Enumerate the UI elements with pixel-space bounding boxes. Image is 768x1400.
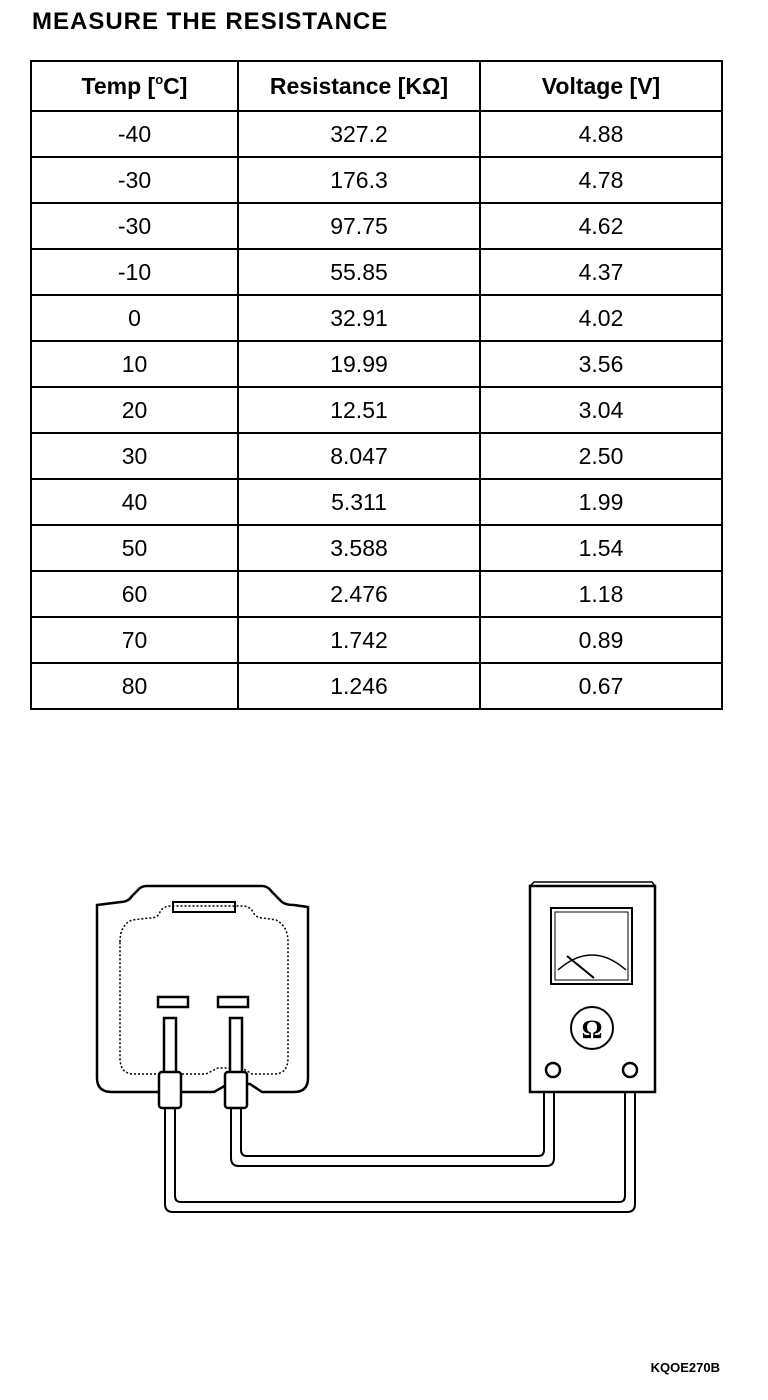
table-body (31, 111, 722, 709)
resistance-cell: 5.311 (238, 479, 480, 525)
temp-cell: 80 (31, 663, 238, 709)
meter-jack-left (546, 1063, 560, 1077)
resistance-cell: 55.85 (238, 249, 480, 295)
voltage-cell: 4.02 (480, 295, 722, 341)
resistance-table (30, 60, 723, 710)
voltage-column-header: Voltage [V] (480, 61, 722, 111)
table-row (31, 617, 722, 663)
resistance-cell: 12.51 (238, 387, 480, 433)
temp-cell: -40 (31, 111, 238, 157)
voltage-cell: 4.62 (480, 203, 722, 249)
table-row (31, 111, 722, 157)
connector-terminal-left (158, 997, 188, 1007)
resistance-cell: 97.75 (238, 203, 480, 249)
voltage-cell: 0.89 (480, 617, 722, 663)
voltage-cell: 3.04 (480, 387, 722, 433)
table-row (31, 525, 722, 571)
table-row (31, 249, 722, 295)
table-row (31, 663, 722, 709)
resistance-cell: 19.99 (238, 341, 480, 387)
table-row (31, 157, 722, 203)
temp-cell: -10 (31, 249, 238, 295)
table-row (31, 571, 722, 617)
ohmmeter (530, 882, 655, 1092)
table-row (31, 341, 722, 387)
voltage-cell: 0.67 (480, 663, 722, 709)
resistance-cell: 8.047 (238, 433, 480, 479)
resistance-cell: 1.742 (238, 617, 480, 663)
connector-terminal-right (218, 997, 248, 1007)
voltage-cell: 2.50 (480, 433, 722, 479)
temp-cell: 10 (31, 341, 238, 387)
temp-cell: 20 (31, 387, 238, 433)
resistance-cell: 176.3 (238, 157, 480, 203)
table-row (31, 203, 722, 249)
temp-cell: 40 (31, 479, 238, 525)
temp-cell: 30 (31, 433, 238, 479)
page-title: MEASURE THE RESISTANCE (32, 8, 389, 35)
voltage-cell: 3.56 (480, 341, 722, 387)
voltage-cell: 1.99 (480, 479, 722, 525)
temp-cell: -30 (31, 157, 238, 203)
degree-symbol: o (155, 71, 164, 87)
resistance-cell: 3.588 (238, 525, 480, 571)
temp-cell: 50 (31, 525, 238, 571)
test-probe-right (225, 1018, 247, 1108)
test-probe-left (159, 1018, 181, 1108)
temp-cell: 70 (31, 617, 238, 663)
voltage-cell: 1.54 (480, 525, 722, 571)
temp-cell: -30 (31, 203, 238, 249)
resistance-column-header: Resistance [KΩ] (238, 61, 480, 111)
resistance-cell: 327.2 (238, 111, 480, 157)
table-row (31, 295, 722, 341)
measurement-diagram (0, 860, 768, 1240)
meter-display-window (551, 908, 632, 984)
table-row (31, 479, 722, 525)
voltage-cell: 4.37 (480, 249, 722, 295)
temp-cell: 60 (31, 571, 238, 617)
voltage-cell: 4.78 (480, 157, 722, 203)
ohm-symbol: Ω (581, 1015, 603, 1044)
meter-jack-right (623, 1063, 637, 1077)
figure-code: KQOE270B (650, 1360, 720, 1375)
table-row (31, 387, 722, 433)
temp-cell: 0 (31, 295, 238, 341)
table-header-row (31, 61, 722, 111)
sensor-connector (97, 886, 308, 1092)
temp-column-header: Temp [$^o$C] (31, 61, 238, 111)
table-row (31, 433, 722, 479)
voltage-cell: 4.88 (480, 111, 722, 157)
resistance-cell: 32.91 (238, 295, 480, 341)
resistance-cell: 1.246 (238, 663, 480, 709)
resistance-cell: 2.476 (238, 571, 480, 617)
voltage-cell: 1.18 (480, 571, 722, 617)
